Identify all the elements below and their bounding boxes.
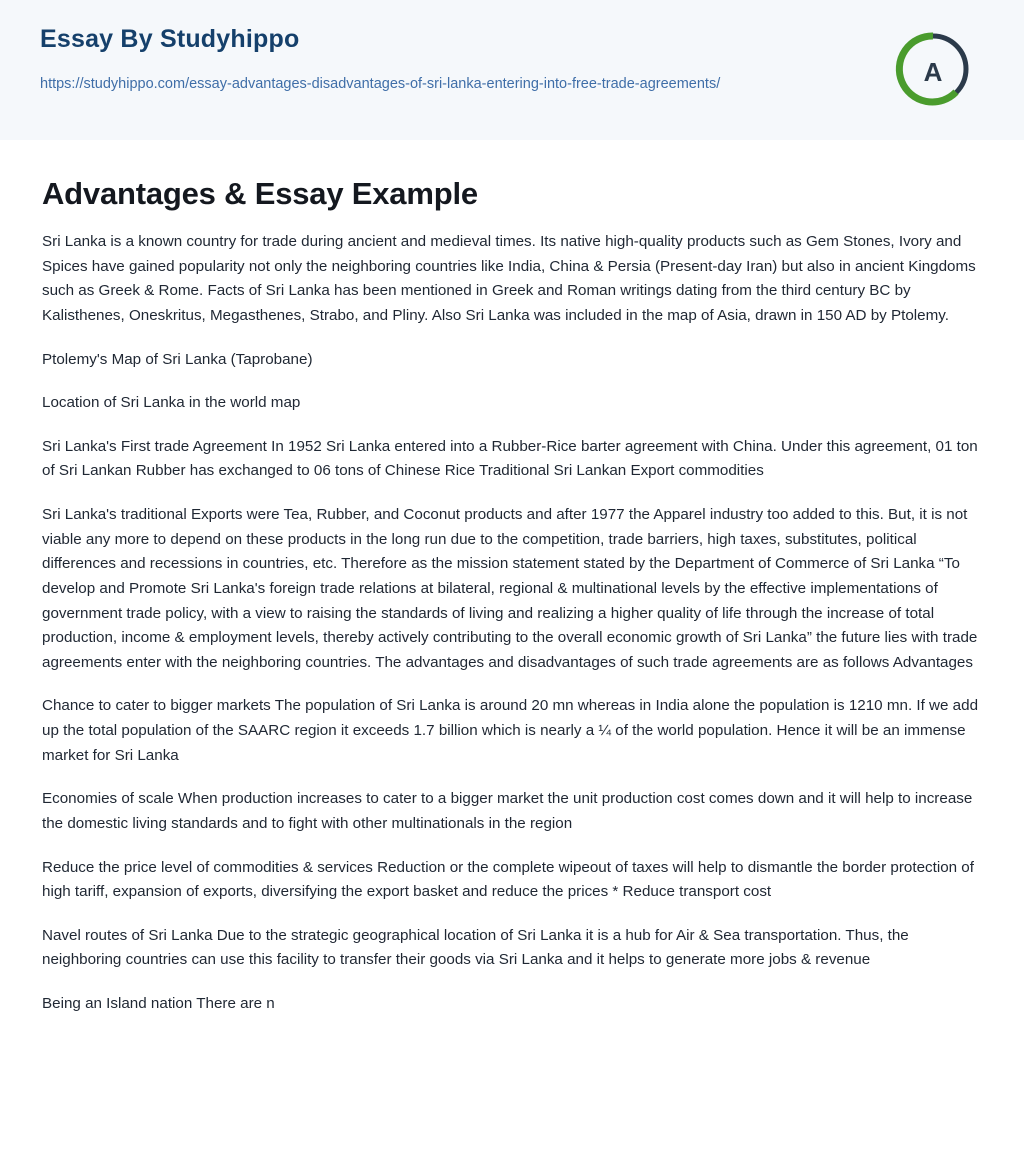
site-title: Essay By Studyhippo [40, 25, 300, 53]
paragraph: Sri Lanka is a known country for trade during ancient and medieval times. Its native high-quality products such as Gem Stones, Ivory and Spices have gained popularity not only the neighboring countries like India, China & Persia (Present-day Iran) but also in ancient Kingdoms such as Greek & Rome. Facts of Sri Lanka has been mentioned in Greek and Roman writings dating from the third century BC by Kalisthenes, Oneskritus, Megasthenes, Strabo, and Pliny. Also Sri Lanka was included in the map of Asia, drawn in 150 AD by Ptolemy. [42, 233, 976, 324]
paragraph: Economies of scale When production increases to cater to a bigger market the unit production cost comes down and it will help to increase the domestic living standards and to fight with other multinationals in the region [42, 790, 973, 832]
paragraph: Navel routes of Sri Lanka Due to the strategic geographical location of Sri Lanka it is a hub for Air & Sea transportation. Thus, the neighboring countries can use this facility to transfer their goods via Sri Lanka and it helps to generate more jobs & revenue [42, 926, 909, 969]
paragraph: Ptolemy's Map of Sri Lanka (Taprobane) [42, 350, 313, 368]
document-body [0, 140, 1024, 1056]
svg-text:A: A [923, 57, 943, 87]
paragraph: Sri Lanka's First trade Agreement In 1952 Sri Lanka entered into a Rubber-Rice barter agreement with China. Under this agreement, 01 ton of Sri Lankan Rubber has exchanged to 06 tons of Chinese Rice Traditional Sri Lankan Export commodities [42, 437, 978, 480]
paragraph: Location of Sri Lanka in the world map [42, 394, 301, 412]
studyhippo-logo-icon [890, 26, 976, 112]
source-url[interactable]: https://studyhippo.com/essay-advantages-disadvantages-of-sri-lanka-entering-into-free-trade-agreements/ [40, 75, 721, 92]
page-header [0, 0, 1024, 140]
paragraph: Reduce the price level of commodities & services Reduction or the complete wipeout of taxes will help to dismantle the border protection of high tariff, expansion of exports, diversifying the export basket and reduce the prices * Reduce transport cost [42, 858, 974, 901]
paragraph: Chance to cater to bigger markets The population of Sri Lanka is around 20 mn whereas in India alone the population is 1210 mn. If we add up the total population of the SAARC region it exceeds 1.7 billion which is nearly a ¼ of the world population. Hence it will be an immense market for Sri Lanka [42, 697, 979, 764]
paragraph: Being an Island nation There are n [42, 995, 275, 1012]
page-title: Advantages & Essay Example [42, 176, 478, 211]
paragraph: Sri Lanka's traditional Exports were Tea, Rubber, and Coconut products and after 1977 the Apparel industry too added to this. But, it is not viable any more to depend on these products in the long run due to the competition, trade barriers, high taxes, substitutes, political differences and recessions in countries, etc. Therefore as the mission statement stated by the Department of Commerce of Sri Lanka “To develop and Promote Sri Lanka's foreign trade relations at bilateral, regional & multinational levels by the effective implementations of government trade policy, with a view to raising the standards of living and realizing a higher quality of life through the increase of total production, income & employment levels, thereby actively contributing to the overall economic growth of Sri Lanka” the future lies with trade agreements enter with the neighboring countries. The advantages and disadvantages of such trade agreements are as follows Advantages [42, 506, 978, 671]
